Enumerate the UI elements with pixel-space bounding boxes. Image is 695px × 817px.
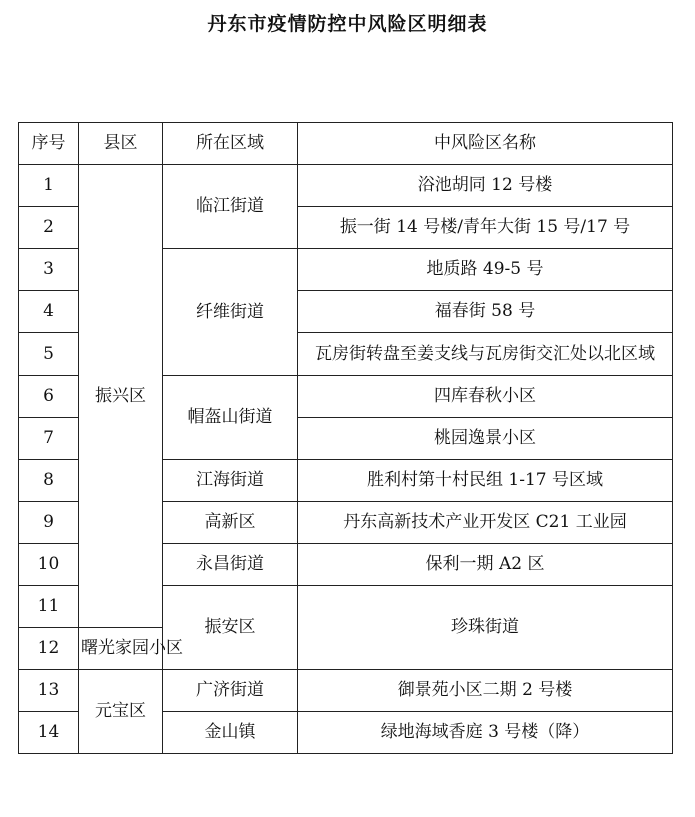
row-serial: 2 xyxy=(19,207,79,249)
area-cell: 江海街道 xyxy=(163,460,298,502)
table-row xyxy=(19,670,673,712)
risk-area-name: 绿地海域香庭 3 号楼（降） xyxy=(298,712,673,754)
page-title: 丹东市疫情防控中风险区明细表 xyxy=(207,13,488,35)
row-serial: 3 xyxy=(19,249,79,291)
row-serial: 7 xyxy=(19,418,79,460)
header-serial: 序号 xyxy=(19,123,79,165)
header-district: 县区 xyxy=(79,123,163,165)
risk-area-name: 福春街 58 号 xyxy=(298,291,673,333)
row-serial: 12 xyxy=(19,628,79,670)
row-serial: 1 xyxy=(19,165,79,207)
risk-area-name: 御景苑小区二期 2 号楼 xyxy=(298,670,673,712)
area-cell: 珍珠街道 xyxy=(298,586,673,670)
risk-area-name: 四库春秋小区 xyxy=(298,376,673,418)
table-header-row xyxy=(19,123,673,165)
risk-area-name: 桃园逸景小区 xyxy=(298,418,673,460)
row-serial: 5 xyxy=(19,333,79,376)
area-cell: 高新区 xyxy=(163,502,298,544)
area-cell: 广济街道 xyxy=(163,670,298,712)
area-cell: 纤维街道 xyxy=(163,249,298,376)
row-serial: 9 xyxy=(19,502,79,544)
risk-area-name: 丹东高新技术产业开发区 C21 工业园 xyxy=(298,502,673,544)
row-serial: 10 xyxy=(19,544,79,586)
risk-area-name: 振一街 14 号楼/青年大街 15 号/17 号 xyxy=(298,207,673,249)
row-serial: 14 xyxy=(19,712,79,754)
district-cell: 振安区 xyxy=(163,586,298,670)
table-row xyxy=(19,165,673,207)
risk-area-name: 保利一期 A2 区 xyxy=(298,544,673,586)
risk-area-table xyxy=(18,122,673,754)
district-cell: 振兴区 xyxy=(79,165,163,628)
area-cell: 永昌街道 xyxy=(163,544,298,586)
row-serial: 8 xyxy=(19,460,79,502)
risk-area-name: 浴池胡同 12 号楼 xyxy=(298,165,673,207)
area-cell: 帽盔山街道 xyxy=(163,376,298,460)
header-area: 所在区域 xyxy=(163,123,298,165)
risk-area-name: 胜利村第十村民组 1-17 号区域 xyxy=(298,460,673,502)
row-serial: 11 xyxy=(19,586,79,628)
risk-area-name: 曙光家园小区 xyxy=(79,628,163,670)
risk-area-name: 地质路 49-5 号 xyxy=(298,249,673,291)
area-cell: 临江街道 xyxy=(163,165,298,249)
header-risk-area-name: 中风险区名称 xyxy=(298,123,673,165)
risk-area-name: 瓦房街转盘至姜支线与瓦房街交汇处以北区域 xyxy=(298,333,673,376)
district-cell: 元宝区 xyxy=(79,670,163,754)
row-serial: 4 xyxy=(19,291,79,333)
area-cell: 金山镇 xyxy=(163,712,298,754)
row-serial: 13 xyxy=(19,670,79,712)
row-serial: 6 xyxy=(19,376,79,418)
